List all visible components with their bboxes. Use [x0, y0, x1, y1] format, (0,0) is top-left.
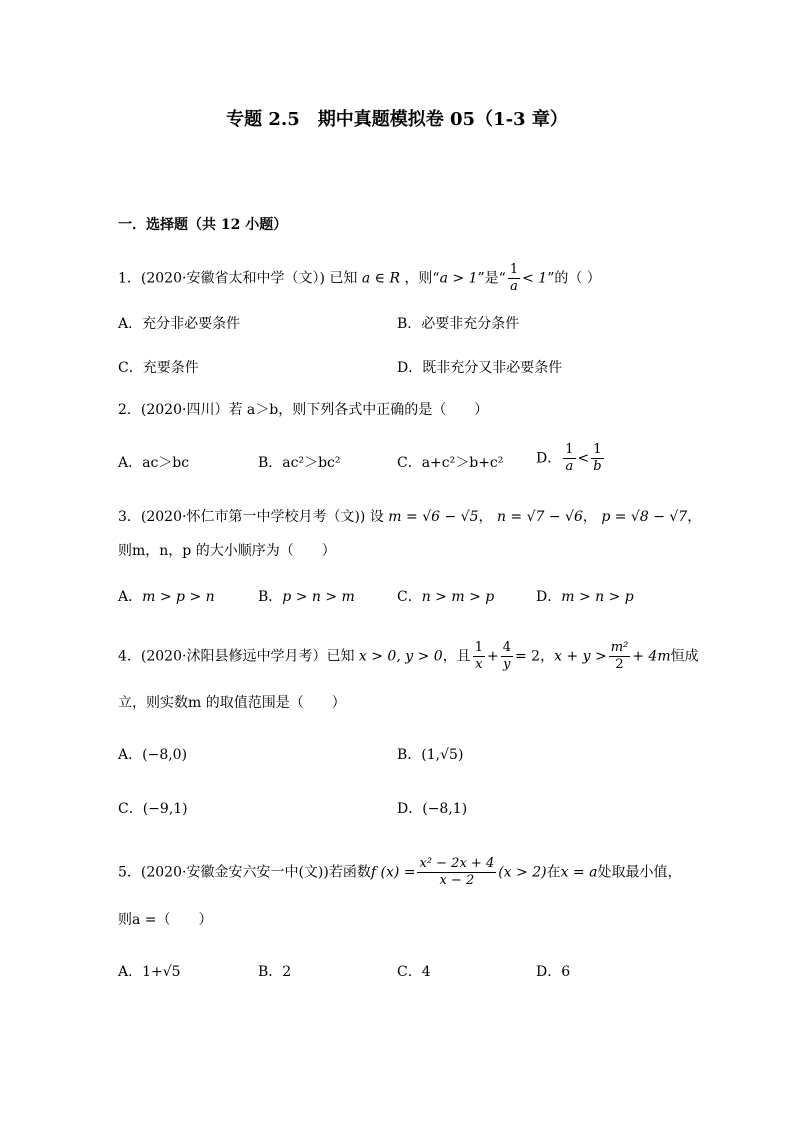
q5-frac	[417, 856, 496, 889]
q4-comma: ，	[540, 648, 555, 665]
q1-text-a: 1．(2020·安徽省太和中学（文）) 已知	[118, 270, 358, 287]
q4-option-d	[397, 798, 467, 818]
q3-a-label: A．	[118, 589, 143, 605]
q2-option-d	[536, 442, 606, 475]
q2-option-b: B．ac²＞bc²	[258, 455, 341, 471]
q5-option-b: B．2	[258, 964, 292, 980]
q3-d-label: D．	[536, 589, 562, 605]
q4-frac-3	[609, 640, 631, 673]
q2-d-frac1-den: a	[565, 459, 574, 474]
q5-frac-den: x − 2	[439, 873, 475, 888]
q1-math-lt-1: < 1	[522, 270, 548, 287]
q5-option-d: D．6	[536, 964, 571, 980]
q1-text-c: ，则“	[404, 270, 440, 287]
q4-frac2-num: 4	[502, 640, 511, 655]
q4-text-a: 4．(2020·沭阳县修远中学月考）已知	[118, 648, 355, 665]
q4-frac2-den: y	[503, 657, 511, 672]
q3-comma-2: ，	[582, 509, 597, 525]
q1-text-g: ”的（ ）	[547, 270, 601, 287]
q3-c-math: n > m > p	[421, 589, 495, 605]
q4-eq: = 2	[514, 648, 541, 665]
q5-fx: f (x) =	[370, 864, 416, 881]
q2-d-lt: <	[577, 450, 590, 467]
q1-math-a-gt-1: a > 1	[439, 270, 478, 287]
q3-comma-3: ，	[687, 509, 702, 525]
q3-d-math: m > n > p	[561, 589, 634, 605]
q4-frac1-num: 1	[474, 640, 483, 655]
q5-cond: (x > 2)	[498, 864, 547, 881]
question-5-stem-line2: 则a =（ ）	[118, 912, 213, 928]
q1-frac-den: a	[510, 279, 518, 294]
q3-text-a: 3．(2020·怀仁市第一中学校月考（文)) 设	[118, 509, 384, 525]
q2-d-frac2-den: b	[593, 459, 602, 474]
q4-c-label: C．	[118, 801, 143, 817]
q3-math-m: m = √6 − √5	[388, 509, 479, 525]
question-1-stem	[118, 262, 601, 295]
q4-frac3-den: 2	[615, 657, 624, 672]
q3-math-n: n = √7 − √6	[496, 509, 583, 525]
q4-b-math: (1,√5)	[421, 747, 464, 763]
q4-frac1-den: x	[475, 657, 483, 672]
q5-text-c: 处取最小值，	[597, 864, 682, 881]
q2-option-c: C．a+c²＞b+c²	[397, 455, 504, 471]
q1-option-a: A．充分非必要条件	[118, 316, 241, 332]
q3-b-label: B．	[258, 589, 283, 605]
q3-option-a	[118, 586, 215, 606]
q4-frac3-num: m²	[610, 640, 629, 655]
q4-a-label: A．	[118, 747, 143, 763]
q1-text-e: ”是“	[477, 270, 506, 287]
q5-option-c: C．4	[397, 964, 431, 980]
q3-option-b	[258, 586, 355, 606]
section-heading: 一．选择题（共 12 小题）	[118, 217, 288, 233]
q4-option-b	[397, 744, 463, 764]
q2-d-frac2-num: 1	[591, 442, 603, 459]
q1-math-a-in-r: a ∈ R	[361, 270, 400, 287]
q4-d-math: (−8,1)	[422, 801, 468, 817]
q4-option-a	[118, 744, 187, 764]
q4-text-e: 恒成	[670, 648, 699, 665]
q5-text-b: 在	[546, 864, 561, 881]
q2-d-frac-1	[563, 442, 575, 475]
q3-b-math: p > n > m	[282, 589, 355, 605]
q1-frac-num: 1	[509, 262, 519, 277]
q3-option-c	[397, 586, 494, 606]
q4-d-label: D．	[397, 801, 423, 817]
q5-option-a	[118, 961, 181, 981]
q2-option-d-label: D．	[536, 450, 562, 467]
q4-option-c	[118, 798, 188, 818]
q1-option-b: B．必要非充分条件	[397, 316, 520, 332]
q4-text-c: ，且	[442, 648, 471, 665]
q5-frac-num: x² − 2x + 4	[419, 856, 495, 871]
q1-option-d: D．既非充分又非必要条件	[397, 360, 563, 376]
q1-option-c: C．充要条件	[118, 360, 199, 376]
q2-option-a: A．ac＞bc	[118, 455, 190, 471]
question-4-stem-line1	[118, 640, 699, 673]
question-3-stem-line2: 则m，n，p 的大小顺序为（ ）	[118, 543, 336, 559]
q3-a-math: m > p > n	[142, 589, 215, 605]
q5-a-math: 1+√5	[142, 964, 181, 980]
q2-d-frac1-num: 1	[565, 442, 574, 457]
q3-c-label: C．	[397, 589, 422, 605]
q1-fraction	[508, 262, 520, 295]
q3-math-p: p = √8 − √7	[601, 509, 688, 525]
q4-b-label: B．	[397, 747, 422, 763]
question-5-stem-line1	[118, 856, 681, 889]
question-4-stem-line2: 立，则实数m 的取值范围是（ ）	[118, 695, 346, 711]
q4-frac-2	[501, 640, 513, 673]
q4-frac-1	[473, 640, 485, 673]
q3-comma-1: ，	[478, 509, 493, 525]
q3-option-d	[536, 586, 634, 606]
q5-a-label: A．	[118, 964, 143, 980]
q4-ineq-a: x + y >	[554, 648, 607, 665]
q4-math-xy: x > 0, y > 0	[358, 648, 443, 665]
q4-c-math: (−9,1)	[142, 801, 188, 817]
q4-ineq-b: + 4m	[632, 648, 671, 665]
q4-a-math: (−8,0)	[142, 747, 188, 763]
page-title: 专题 2.5 期中真题模拟卷 05（1-3 章）	[226, 109, 568, 130]
q2-d-frac-2	[591, 442, 603, 475]
question-3-stem-line1	[118, 507, 701, 527]
question-2-stem: 2．(2020·四川）若 a＞b，则下列各式中正确的是（ ）	[118, 402, 489, 418]
q4-plus: +	[486, 648, 499, 665]
q5-text-a: 5．(2020·安徽金安六安一中(文))若函数	[118, 864, 371, 881]
q5-xa: x = a	[560, 864, 598, 881]
